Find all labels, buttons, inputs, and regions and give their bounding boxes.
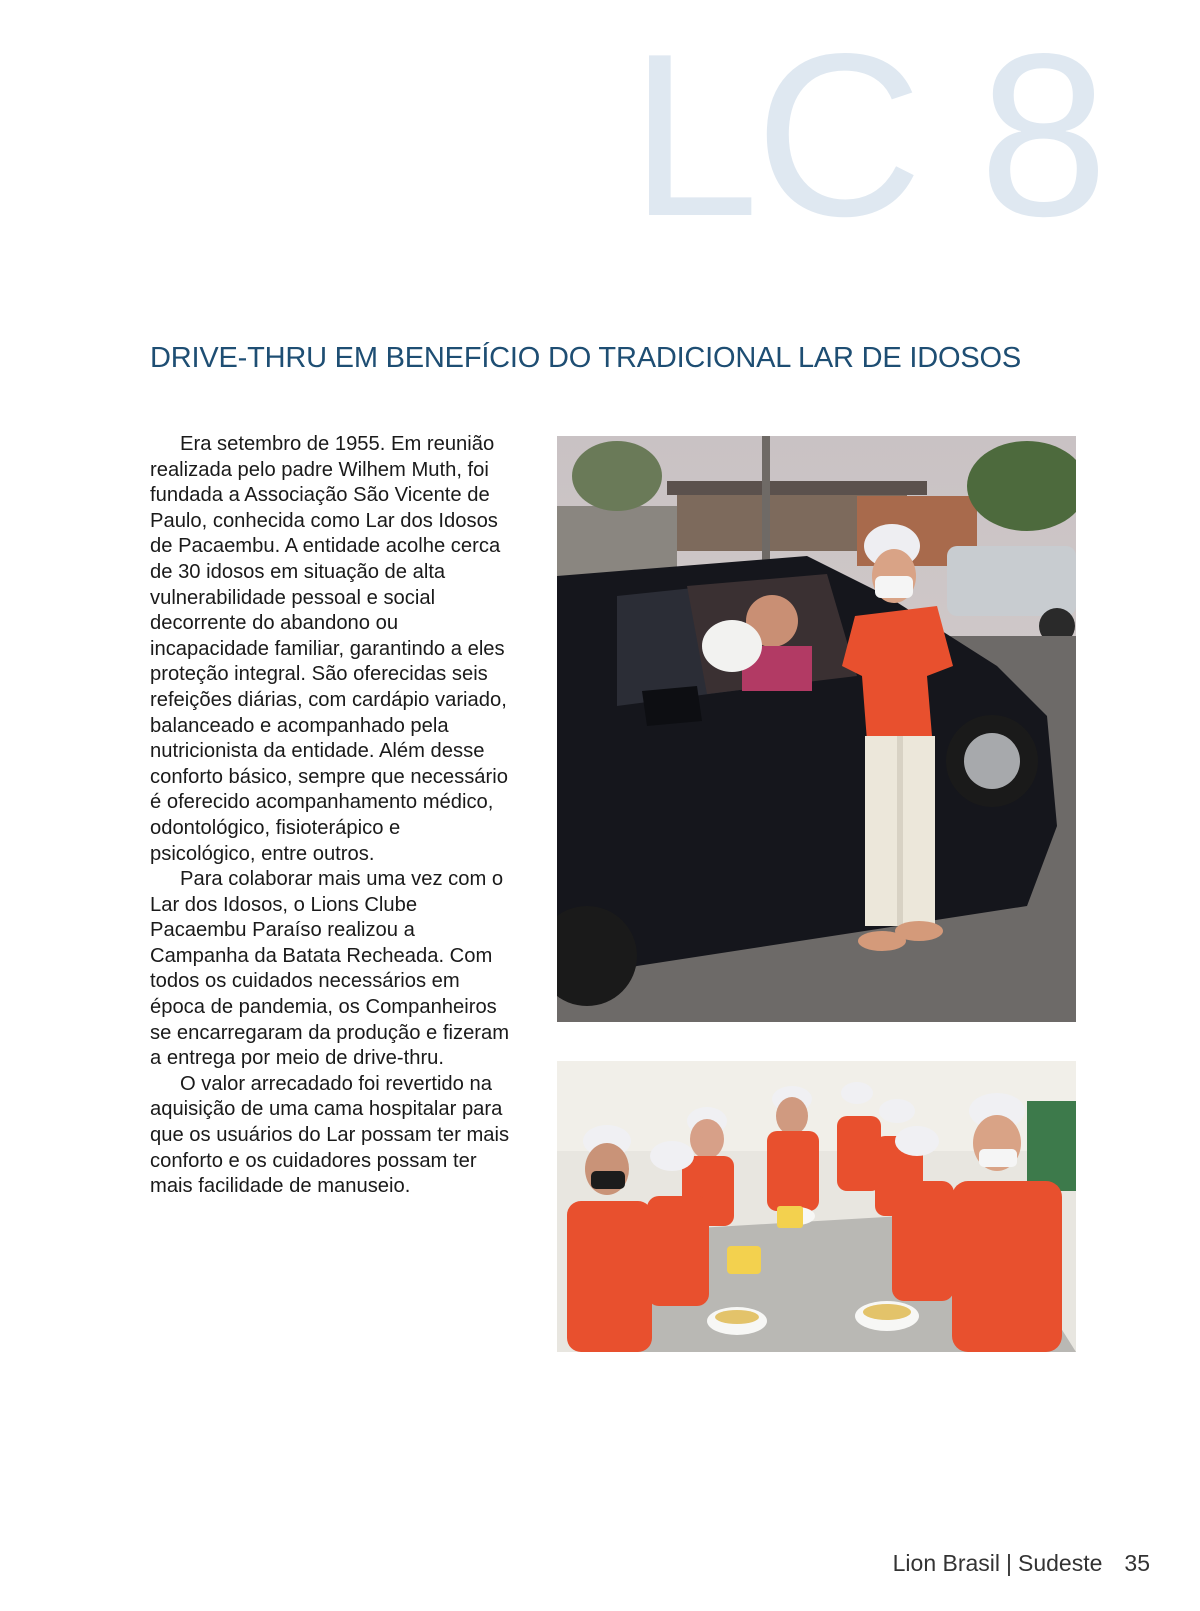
page-number: 35 bbox=[1124, 1550, 1150, 1576]
photo-drive-thru-delivery bbox=[557, 436, 1076, 1022]
photo-volunteers-kitchen bbox=[557, 1061, 1076, 1352]
section-watermark: LC 8 bbox=[630, 6, 1105, 265]
article-headline: DRIVE-THRU EM BENEFÍCIO DO TRADICIONAL LAR DE IDOSOS bbox=[150, 342, 1021, 374]
section-name: Sudeste bbox=[1018, 1550, 1103, 1576]
article-body bbox=[150, 432, 510, 1200]
footer-separator: | bbox=[1006, 1550, 1012, 1576]
article-paragraph: Era setembro de 1955. Em reunião realizada pelo padre Wilhem Muth, foi fundada a Associação São Vicente de Paulo, conhecida como Lar dos Idosos de Pacaembu. A entidade acolhe cerca de 30 idosos em situação de alta vulnerabilidade pessoal e social decorrente do abandono ou incapacidade familiar, garantindo a eles proteção integral. São oferecidas seis refeições diárias, com cardápio variado, balanceado e acompanhado pela nutricionista da entidade. Além desse conforto básico, sempre que necessário é oferecido acompanhamento médico, odontológico, fisioterápico e psicológico, entre outros. bbox=[150, 433, 508, 865]
page-footer bbox=[893, 1550, 1150, 1577]
article-paragraph: O valor arrecadado foi revertido na aquisição de uma cama hospitalar para que os usuários do Lar possam ter mais conforto e os cuidadores possam ter mais facilidade de manuseio. bbox=[150, 1072, 510, 1198]
article-paragraph: Para colaborar mais uma vez com o Lar dos Idosos, o Lions Clube Pacaembu Paraíso realizou a Campanha da Batata Recheada. Com todos os cuidados necessários em época de pandemia, os Companheiros se encarregaram da produção e fizeram a entrega por meio de drive-thru. bbox=[150, 868, 510, 1070]
publication-name: Lion Brasil bbox=[892, 1550, 1001, 1576]
